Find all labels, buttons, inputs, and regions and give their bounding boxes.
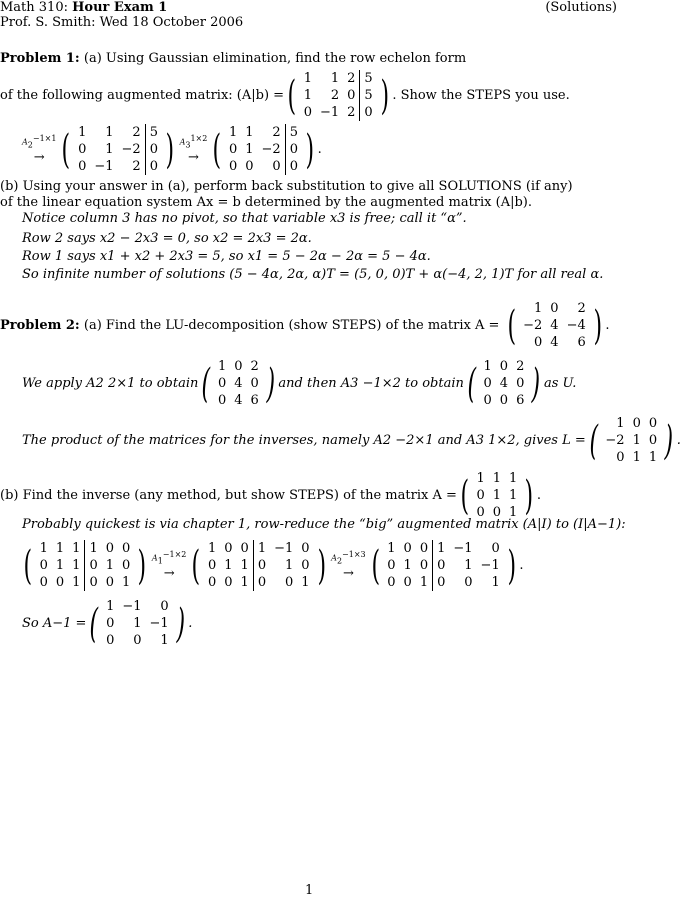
matrix-cell: 0 [550, 301, 559, 316]
matrix-cell: 1 [492, 471, 502, 486]
solution-line-4: So infinite number of solutions (5 − 4α, 2α, α)T = (5, 0, 0)T + α(−4, 2, 1)T for all real α. [22, 267, 604, 282]
matrix-cell: 0 [237, 540, 254, 557]
exam-name: Hour Exam 1 [72, 0, 168, 15]
matrix-cell: 0 [207, 575, 217, 590]
matrix-cell: 0 [78, 142, 87, 157]
matrix-cell: 0 [492, 505, 502, 520]
matrix-cell: 0 [516, 376, 525, 391]
matrix-cell: 0 [387, 558, 396, 573]
matrix-cell: 1 [387, 541, 396, 556]
matrix-cell: 1 [68, 574, 85, 591]
matrix-cell: 1 [492, 488, 502, 503]
matrix-cell: 0 [217, 376, 227, 391]
matrix-cell: 0 [364, 105, 373, 120]
matrix-cell: 1 [39, 541, 48, 556]
matrix-cell: 0 [105, 541, 115, 556]
matrix-cell: 1 [303, 88, 312, 103]
matrix-cell: 0 [89, 575, 98, 590]
lu-steps-line [22, 358, 576, 409]
matrix-cell: 2 [516, 359, 525, 374]
matrix-cell: −1 [319, 105, 340, 120]
matrix-cell: 2 [330, 88, 340, 103]
matrix-cell: −1 [480, 558, 500, 573]
matrix-cell: 0 [437, 558, 446, 573]
matrix-cell: 4 [550, 318, 559, 333]
apply-text-1: We apply A2 2×1 to obtain [22, 376, 199, 391]
matrix-cell: 0 [499, 359, 509, 374]
matrix-cell: 0 [416, 557, 433, 574]
matrix-cell: 1 [301, 575, 310, 590]
problem-2a-text: (a) Find the LU-decomposition (show STEPS) of the matrix A = [79, 318, 504, 333]
matrix-cell: −2 [258, 141, 286, 158]
matrix-cell: 1 [245, 142, 254, 157]
solution-line-2: Row 2 says x2 − 2x3 = 0, so x2 = 2x3 = 2α. [22, 231, 312, 246]
matrix-cell: 0 [476, 505, 485, 520]
matrix-cell: 0 [285, 575, 294, 590]
matrix-cell: 1 [303, 71, 312, 86]
matrix-cell: 0 [224, 541, 233, 556]
solutions-label: (Solutions) [545, 0, 617, 15]
matrix-cell: 2 [118, 124, 146, 141]
matrix-U: ( 1 0 2 0 4 0 0 0 6 ) [467, 359, 541, 408]
matrix-cell: 2 [118, 158, 146, 175]
matrix-cell: 6 [577, 335, 586, 350]
matrix-cell: 1 [160, 633, 169, 648]
exam-title [0, 1, 167, 14]
matrix-cell: −1 [122, 599, 142, 614]
matrix-B: ( 1 1 1 0 1 1 0 0 1 ) [460, 471, 534, 520]
matrix-cell: 0 [301, 558, 310, 573]
matrix-cell: 4 [234, 393, 243, 408]
apply-text-3: as U. [543, 376, 577, 391]
matrix-cell: 0 [39, 575, 48, 590]
matrix-aug-0: ( 1 1 1 1 0 0 0 1 1 0 1 0 0 0 1 0 0 1 ) [23, 541, 147, 590]
matrix-cell: 0 [289, 159, 298, 174]
matrix-cell: 0 [207, 558, 217, 573]
elimination-steps: $A_2^{-1\times 1}$ → ( 1 1 2 5 0 1 −2 0 0 −1 2 0 ) $A_3^{1\times 2}$ → ( 1 1 2 5 0 1 −2 0 0 0 0 0 ) . [22, 125, 322, 174]
matrix-cell: 1 [330, 71, 340, 86]
matrix-cell: 1 [245, 125, 254, 140]
matrix-cell: 1 [285, 558, 294, 573]
matrix-cell: 1 [105, 558, 115, 573]
matrix-cell: 1 [68, 540, 85, 557]
matrix-cell: 0 [245, 159, 254, 174]
matrix-Ab: ( 1 1 2 5 1 2 0 5 0 −1 2 0 ) [287, 71, 389, 120]
matrix-cell: 2 [343, 104, 360, 121]
matrix-cell: 0 [122, 541, 131, 556]
matrix-cell: 0 [289, 142, 298, 157]
matrix-cell: 0 [648, 416, 658, 431]
matrix-cell: 1 [464, 558, 473, 573]
matrix-cell: 0 [89, 558, 98, 573]
problem-1-matrix-line [0, 70, 570, 121]
matrix-L: ( 1 0 0 −2 1 0 0 1 1 ) [589, 416, 674, 465]
matrix-cell: 0 [483, 376, 492, 391]
matrix-cell: 1 [224, 558, 233, 573]
problem-1-statement [0, 52, 466, 65]
matrix-cell: 0 [257, 558, 267, 573]
matrix-cell: 4 [499, 376, 509, 391]
matrix-cell: 0 [403, 541, 412, 556]
matrix-cell: 5 [364, 88, 373, 103]
matrix-aug-2: ( 1 0 0 1 −1 0 0 1 0 0 1 −1 0 0 1 0 0 1 ) [371, 541, 516, 590]
inverse-steps: ( 1 1 1 1 0 0 0 1 1 0 1 0 0 0 1 0 0 1 ) $A_1^{-1\times 2}$ → ( 1 0 0 1 −1 0 0 1 1 0 1 0 0 0 1 0 0 1 ) $A_2^{-1\times 3}$ → ( 1 0 0 1 −1 0 0 1 0 0 1 −1 0 0 1 0 0 1 ) . [20, 540, 523, 591]
matrix-cell: 6 [516, 393, 525, 408]
matrix-cell: 1 [122, 575, 131, 590]
matrix-cell: 0 [437, 575, 446, 590]
course-label: Math 310: [0, 0, 73, 15]
matrix-cell: 1 [257, 541, 267, 556]
matrix-cell: 0 [303, 105, 312, 120]
matrix-cell: 1 [483, 359, 492, 374]
matrix-cell: 1 [237, 557, 254, 574]
matrix-cell: 0 [217, 393, 227, 408]
matrix-cell: 0 [106, 633, 115, 648]
problem-2-heading: Problem 2: [0, 318, 80, 333]
matrix-cell: 0 [491, 541, 500, 556]
matrix-cell: 0 [403, 575, 412, 590]
matrix-cell: 1 [78, 125, 87, 140]
problem-2b-line: (b) Find the inverse (any method, but show STEPS) of the matrix A = ( 1 1 1 0 1 1 0 0 1 ) . [0, 471, 542, 520]
matrix-cell: 0 [632, 416, 641, 431]
matrix-aug-1: ( 1 0 0 1 −1 0 0 1 1 0 1 0 0 0 1 0 0 1 ) [191, 541, 326, 590]
matrix-cell: 1 [68, 557, 85, 574]
matrix-A: ( 1 0 2 −2 4 −4 0 4 6 ) [507, 301, 602, 350]
matrix-cell: 0 [106, 616, 115, 631]
matrix-cell: 0 [160, 599, 169, 614]
matrix-cell: 5 [364, 71, 373, 86]
matrix-cell: −2 [523, 318, 543, 333]
matrix-cell: 0 [224, 575, 233, 590]
product-text: The product of the matrices for the inverses, namely A2 −2×1 and A3 1×2, gives L = [22, 433, 586, 448]
matrix-cell: 2 [250, 359, 259, 374]
matrix-cell: 1 [228, 125, 238, 140]
matrix-cell: 0 [387, 575, 396, 590]
matrix-cell: 1 [55, 541, 65, 556]
problem-1b-line1: (b) Using your answer in (a), perform back substitution to give all SOLUTIONS (if any) [0, 179, 573, 194]
matrix-cell: 0 [257, 575, 267, 590]
problem-1a-line2-end: . Show the STEPS you use. [392, 88, 570, 103]
matrix-cell: 0 [149, 142, 158, 157]
matrix-cell: 1 [534, 301, 543, 316]
matrix-cell: 0 [55, 575, 65, 590]
matrix-step-2: ( 1 1 2 5 0 1 −2 0 0 0 0 0 ) [212, 125, 315, 174]
matrix-cell: 0 [228, 142, 238, 157]
matrix-cell: 1 [105, 125, 114, 140]
matrix-inverse: ( 1 −1 0 0 1 −1 0 0 1 ) [89, 599, 185, 648]
matrix-cell: −1 [274, 541, 294, 556]
matrix-cell: 1 [632, 450, 641, 465]
matrix-M1: ( 1 0 2 0 4 0 0 4 6 ) [201, 359, 275, 408]
so-inverse-text: So A−1 = [22, 616, 87, 631]
solution-line-3: Row 1 says x1 + x2 + 2x3 = 5, so x1 = 5 − 2α − 2α = 5 − 4α. [22, 249, 431, 264]
problem-1-heading: Problem 1: [0, 51, 80, 66]
row-op-2: $A_3^{1\times 2}$ → [179, 134, 208, 165]
matrix-cell: 1 [648, 450, 658, 465]
matrix-cell: 0 [78, 159, 87, 174]
matrix-cell: 0 [616, 450, 625, 465]
matrix-cell: 1 [437, 541, 446, 556]
matrix-cell: 1 [207, 541, 217, 556]
matrix-cell: 1 [509, 488, 518, 503]
matrix-cell: 0 [476, 488, 485, 503]
matrix-cell: 0 [258, 158, 286, 175]
matrix-cell: 0 [301, 541, 310, 556]
page-number: 1 [305, 883, 314, 898]
problem-2-statement: Problem 2: (a) Find the LU-decomposition (show STEPS) of the matrix A = ( 1 0 2 −2 4 −4 0 4 6 ) . [0, 301, 610, 350]
problem-2b-text: (b) Find the inverse (any method, but show STEPS) of the matrix A = [0, 488, 457, 503]
problem-1a-text: (a) Using Gaussian elimination, find the row echelon form [79, 51, 467, 66]
problem-1a-line2: of the following augmented matrix: (A|b) = [0, 88, 285, 103]
matrix-cell: −1 [149, 616, 169, 631]
row-op-4: $A_2^{-1\times 3}$ → [331, 550, 366, 581]
matrix-cell: 0 [234, 359, 243, 374]
matrix-cell: 0 [149, 159, 158, 174]
matrix-cell: 1 [133, 616, 142, 631]
matrix-cell: 1 [509, 505, 518, 520]
matrix-cell: 0 [133, 633, 142, 648]
matrix-cell: 1 [89, 541, 98, 556]
matrix-cell: −1 [453, 541, 473, 556]
matrix-cell: 2 [258, 124, 286, 141]
matrix-cell: 0 [648, 433, 658, 448]
matrix-cell: 6 [250, 393, 259, 408]
matrix-cell: 4 [234, 376, 243, 391]
matrix-cell: 0 [343, 87, 360, 104]
product-line: The product of the matrices for the inverses, namely A2 −2×1 and A3 1×2, gives L = ( 1 0 0 −2 1 0 0 1 1 ) . [22, 416, 681, 465]
matrix-cell: 0 [464, 575, 473, 590]
matrix-cell: 1 [55, 558, 65, 573]
matrix-cell: 0 [416, 540, 433, 557]
matrix-cell: 0 [250, 376, 259, 391]
matrix-cell: −2 [605, 433, 625, 448]
matrix-cell: 1 [416, 574, 433, 591]
matrix-cell: 0 [39, 558, 48, 573]
row-op-3: $A_1^{-1\times 2}$ → [151, 550, 187, 581]
matrix-cell: 1 [217, 359, 227, 374]
matrix-cell: 1 [105, 142, 114, 157]
matrix-cell: 1 [237, 574, 254, 591]
matrix-cell: −4 [566, 318, 586, 333]
matrix-cell: 0 [105, 575, 115, 590]
matrix-cell: 1 [632, 433, 641, 448]
matrix-cell: 5 [149, 125, 158, 140]
matrix-cell: 4 [550, 335, 559, 350]
solution-line-1: Notice column 3 has no pivot, so that variable x3 is free; call it “α”. [22, 211, 467, 226]
matrix-cell: 1 [491, 575, 500, 590]
matrix-cell: 1 [403, 558, 412, 573]
matrix-cell: 1 [509, 471, 518, 486]
matrix-cell: 1 [616, 416, 625, 431]
matrix-cell: 1 [476, 471, 485, 486]
apply-text-2: and then A3 −1×2 to obtain [278, 376, 464, 391]
matrix-cell: −1 [94, 159, 114, 174]
problem-1b-line2: of the linear equation system Ax = b determined by the augmented matrix (A|b). [0, 195, 533, 210]
matrix-cell: 2 [577, 301, 586, 316]
matrix-step-1: ( 1 1 2 5 0 1 −2 0 0 −1 2 0 ) [61, 125, 175, 174]
matrix-cell: 0 [228, 159, 238, 174]
matrix-cell: 0 [483, 393, 492, 408]
matrix-cell: 0 [499, 393, 509, 408]
matrix-cell: 0 [122, 558, 131, 573]
matrix-cell: 5 [289, 125, 298, 140]
probably-text: Probably quickest is via chapter 1, row-reduce the “big” augmented matrix (A|I) to (I|A−1): [22, 517, 626, 532]
matrix-cell: 0 [534, 335, 543, 350]
matrix-cell: 1 [106, 599, 115, 614]
prof-date: Prof. S. Smith: Wed 18 October 2006 [0, 15, 244, 30]
row-op-1: $A_2^{-1\times 1}$ → [22, 134, 57, 165]
matrix-cell: −2 [118, 141, 146, 158]
inverse-result: So A−1 = ( 1 −1 0 0 1 −1 0 0 1 ) . [22, 599, 193, 648]
matrix-cell: 2 [343, 70, 360, 87]
